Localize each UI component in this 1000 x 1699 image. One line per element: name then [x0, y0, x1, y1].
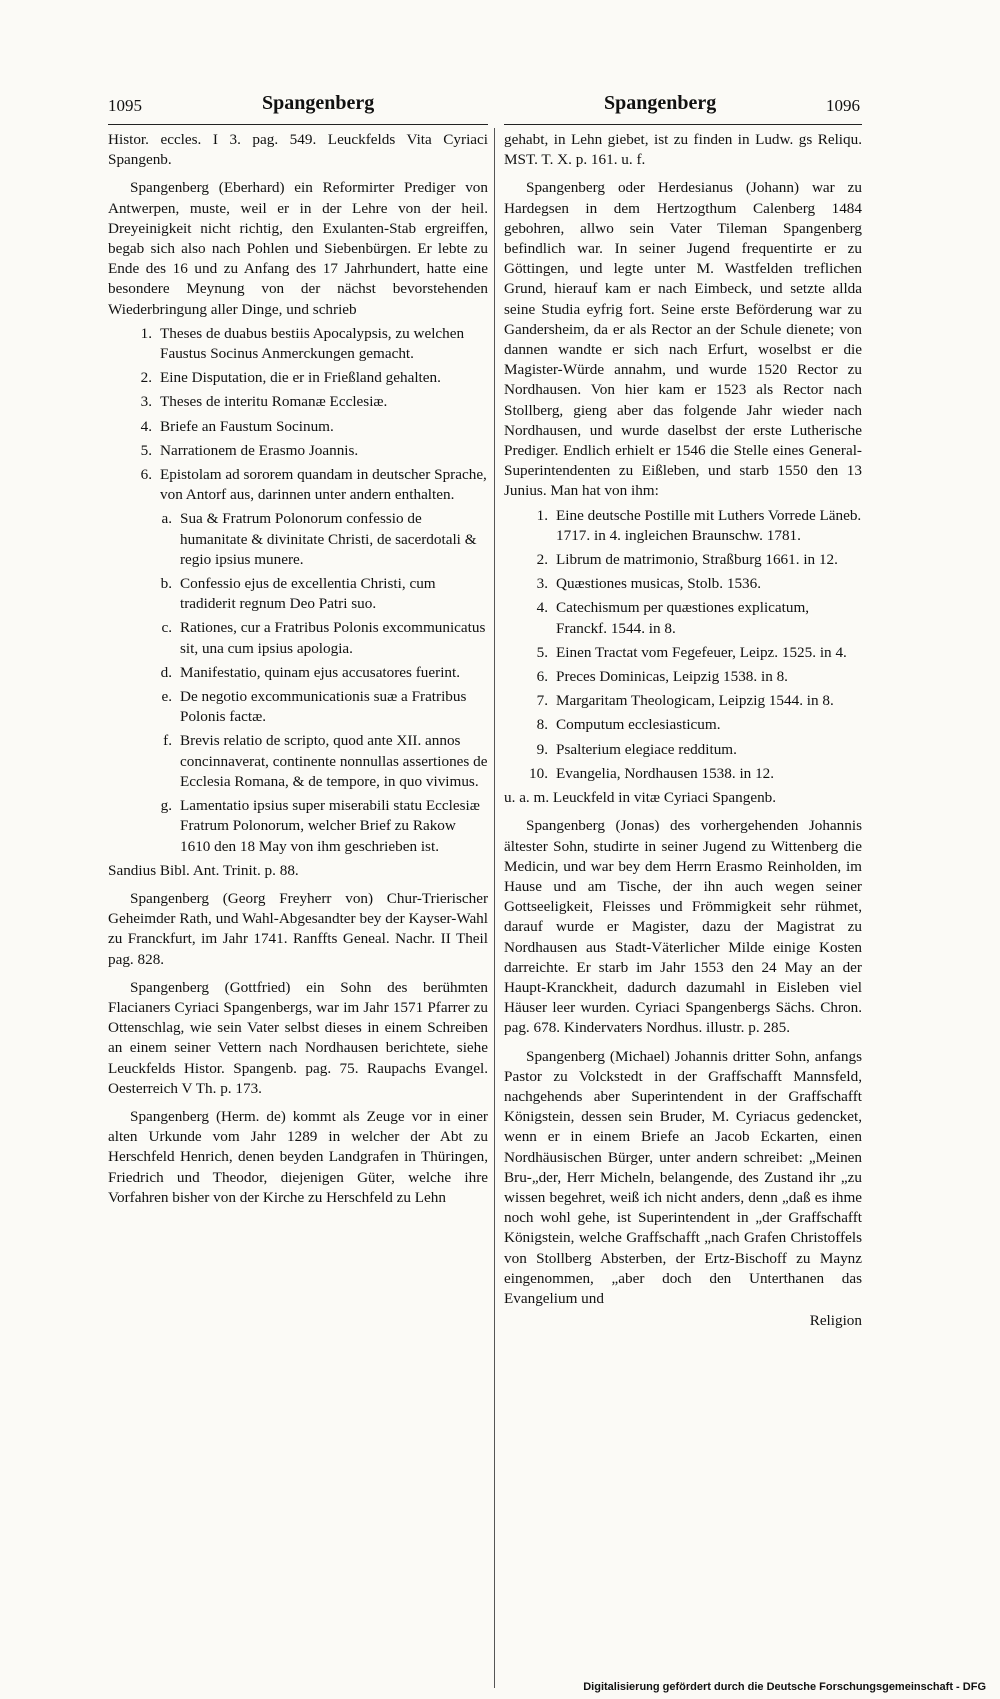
entry-gottfried: Spangenberg (Gottfried) ein Sohn des berühmten Flacianers Cyriaci Spangenbergs, war im Jahr 1571 Pfarrer zu Ottenschlag, wie sein Vater selbst dieses in einem Schreiben an einem seiner Vettern nach Nordhausen berichtete, siehe Leuckfelds Histor. Spangenb. pag. 75. Raupachs Evangel. Oesterreich V Th. p. 173.	[108, 978, 488, 1097]
entry-georg: Spangenberg (Georg Freyherr von) Chur-Trierischer Geheimder Rath, und Wahl-Abgesandter bey der Kayser-Wahl zu Franckfurt, im Jahr 1741. Ranffts Geneal. Nachr. II Theil pag. 828.	[108, 889, 488, 968]
list-item: 2. Eine Disputation, die er in Frießland gehalten.	[140, 369, 441, 387]
list-item: 6. Epistolam ad sororem quandam in deutscher Sprache, von Antorf aus, darinnen unter andern enthalten.	[140, 466, 487, 504]
list-item: 9. Psalterium elegiace redditum.	[536, 740, 737, 758]
sub-list-item: g. Lamentatio ipsius super miserabili statu Ecclesiæ Fratrum Polonorum, welcher Brief zu Rakow 1610 den 18 May von ihm geschrieben ist.	[160, 797, 480, 855]
header-rule-left	[108, 124, 488, 125]
header-rule-right	[504, 124, 862, 125]
source-citation: u. a. m. Leuckfeld in vitæ Cyriaci Spangenb.	[504, 789, 777, 807]
right-column	[504, 130, 862, 1333]
right-page-number: 1096	[826, 96, 860, 115]
entry-jonas: Spangenberg (Jonas) des vorhergehenden Johannis ältester Sohn, studirte in seiner Jugend zu Wittenberg die Medicin, und war bey dem Herrn Erasmo Reinholden, im Hause und am Tische, der ihn auch wegen seiner Gottseeligkeit, Fleisses und Frömmigkeit sehr rühmet, darauf wurde er Magister, dazu der Magistrat zu Nordhausen aus Stadt-Väterlicher Milde einige Kosten darreichte. Er starb im Jahr 1553 den 24 May an der Haupt-Kranckheit, dadurch dazumahl in Eisleben viel Häuser leer wurden. Cyriaci Spangenbergs Sächs. Chron. pag. 678. Kindervaters Nordhus. illustr. p. 285.	[504, 817, 862, 1037]
catchword: Religion	[809, 1312, 862, 1330]
right-running-head: Spangenberg	[604, 92, 717, 114]
digitization-credit: Digitalisierung gefördert durch die Deutsche Forschungsgemeinschaft - DFG	[583, 1681, 986, 1693]
source-citation: Sandius Bibl. Ant. Trinit. p. 88.	[108, 861, 299, 879]
epistola-contents-list	[108, 509, 488, 856]
sub-list-item: c. Rationes, cur a Fratribus Polonis excommunicatus sit, una cum ipsius apologia.	[161, 619, 486, 657]
list-item: 3. Theses de interitu Romanæ Ecclesiæ.	[140, 393, 388, 411]
list-item: 4. Briefe an Faustum Socinum.	[140, 417, 334, 435]
list-item: 2. Librum de matrimonio, Straßburg 1661. in 12.	[536, 551, 838, 569]
entry-johann: Spangenberg oder Herdesianus (Johann) war zu Hardegsen in dem Hertzogthum Calenberg 1484 gebohren, allwo sein Vater Tileman Spangenberg befindlich war. In seiner Jugend frequentirte er zu Göttingen, und legte unter M. Wastfelden treflichen Grund, hierauf kam er nach Eimbeck, und setzte allda seine Studia eyfrig fort. Seine erste Beförderung war zu Gandersheim, da er als Rector an der Schule dienete; von dannen wandte er sich nach Erfurt, woselbst er die Magister-Würde annahm, und wurde 1520 Rector zu Nordhausen. Von hier kam er 1523 als Rector nach Stollberg, gieng aber das folgende Jahr wieder nach Nordhausen, und wurde daselbst der erste Lutherische Prediger. Endlich erhielt er 1546 die Stelle eines General-Superintendenten zu Eißleben, und starb 1550 den 13 Junius. Man hat von ihm:	[504, 179, 862, 500]
left-page-number: 1095	[108, 96, 142, 115]
left-running-head: Spangenberg	[262, 92, 375, 114]
list-item: 3. Quæstiones musicas, Stolb. 1536.	[536, 575, 762, 593]
list-item: 10. Evangelia, Nordhausen 1538. in 12.	[529, 764, 775, 782]
eberhard-works-list	[108, 324, 488, 506]
johann-works-list	[504, 506, 862, 784]
list-item: 5. Narrationem de Erasmo Joannis.	[140, 441, 359, 459]
sub-list-item: f. Brevis relatio de scripto, quod ante XII. annos concinnaverat, continente nonnullas assertiones de Ecclesia Romana, & de tempore, in quo vivimus.	[163, 732, 488, 790]
list-item: 4. Catechismum per quæstiones explicatum, Franckf. 1544. in 8.	[536, 599, 810, 637]
list-item: 1. Eine deutsche Postille mit Luthers Vorrede Läneb. 1717. in 4. ingleichen Braunschw. 1781.	[536, 506, 862, 544]
sub-list-item: b. Confessio ejus de excellentia Christi, cum tradiderit regnum Deo Patri suo.	[160, 575, 436, 613]
list-item: 7. Margaritam Theologicam, Leipzig 1544. in 8.	[536, 692, 834, 710]
continuation-text: Histor. eccles. I 3. pag. 549. Leuckfelds Vita Cyriaci Spangenb.	[108, 131, 488, 169]
entry-michael: Spangenberg (Michael) Johannis dritter Sohn, anfangs Pastor zu Volckstedt in der Graffschafft Mannsfeld, nachgehends aber Superintendent in der Graffschafft Königstein, dessen sein Bruder, M. Cyriacus gedencket, wenn er in einem Briefe an Jacob Eckarten, einen Nordhäusischen Bürger, unter andern schreibet: „Meinen Bru-„der, Herr Micheln, belangende, des Zustand ihr „zu wissen begehret, weiß ich nicht anders, denn „daß es ihme noch wohl gehe, ist Superintendent in „der Graffschafft Königstein, welche Graffschafft „nach Grafen Christoffels von Stollberg Absterben, der Ertz-Bischoff zu Maynz eingenommen, „aber doch den Unterthanen das Evangelium und	[504, 1047, 862, 1307]
list-item: 1. Theses de duabus bestiis Apocalypsis, zu welchen Faustus Socinus Anmerckungen gemacht.	[140, 324, 465, 363]
entry-hermann: Spangenberg (Herm. de) kommt als Zeuge vor in einer alten Urkunde vom Jahr 1289 in welcher der Abt zu Herschfeld Henrich, denen beyden Landgrafen in Thüringen, Friedrich und Theodor, diejenigen Güter, welche ihre Vorfahren bisher von der Kirche zu Herschfeld zu Lehn	[108, 1107, 488, 1206]
list-item: 8. Computum ecclesiasticum.	[536, 716, 721, 734]
list-item: 5. Einen Tractat vom Fegefeuer, Leipz. 1525. in 4.	[536, 643, 847, 661]
column-divider	[494, 128, 495, 1688]
left-column	[108, 130, 488, 1210]
list-item: 6. Preces Dominicas, Leipzig 1538. in 8.	[536, 668, 788, 686]
sub-list-item: d. Manifestatio, quinam ejus accusatores fuerint.	[160, 663, 461, 681]
sub-list-item: e. De negotio excommunicationis suæ a Fratribus Polonis factæ.	[161, 688, 467, 726]
entry-eberhard: Spangenberg (Eberhard) ein Reformirter Prediger von Antwerpen, muste, weil er in der Lehre von der heil. Dreyeinigkeit nicht richtig, den Exulanten-Stab ergreiffen, begab sich also nach Pohlen und Siebenbürgen. Er lebte zu Ende des 16 und zu Anfang des 17 Jahrhundert, hatte eine besondere Meynung von der nächst bevorstehenden Wiederbringung aller Dinge, und schrieb	[108, 179, 488, 318]
continuation-text: gehabt, in Lehn giebet, ist zu finden in Ludw. gs Reliqu. MST. T. X. p. 161. u. f.	[504, 131, 862, 169]
sub-list-item: a. Sua & Fratrum Polonorum confessio de humanitate & divinitate Christi, de sacerdotali & regio ipsius munere.	[161, 510, 477, 568]
